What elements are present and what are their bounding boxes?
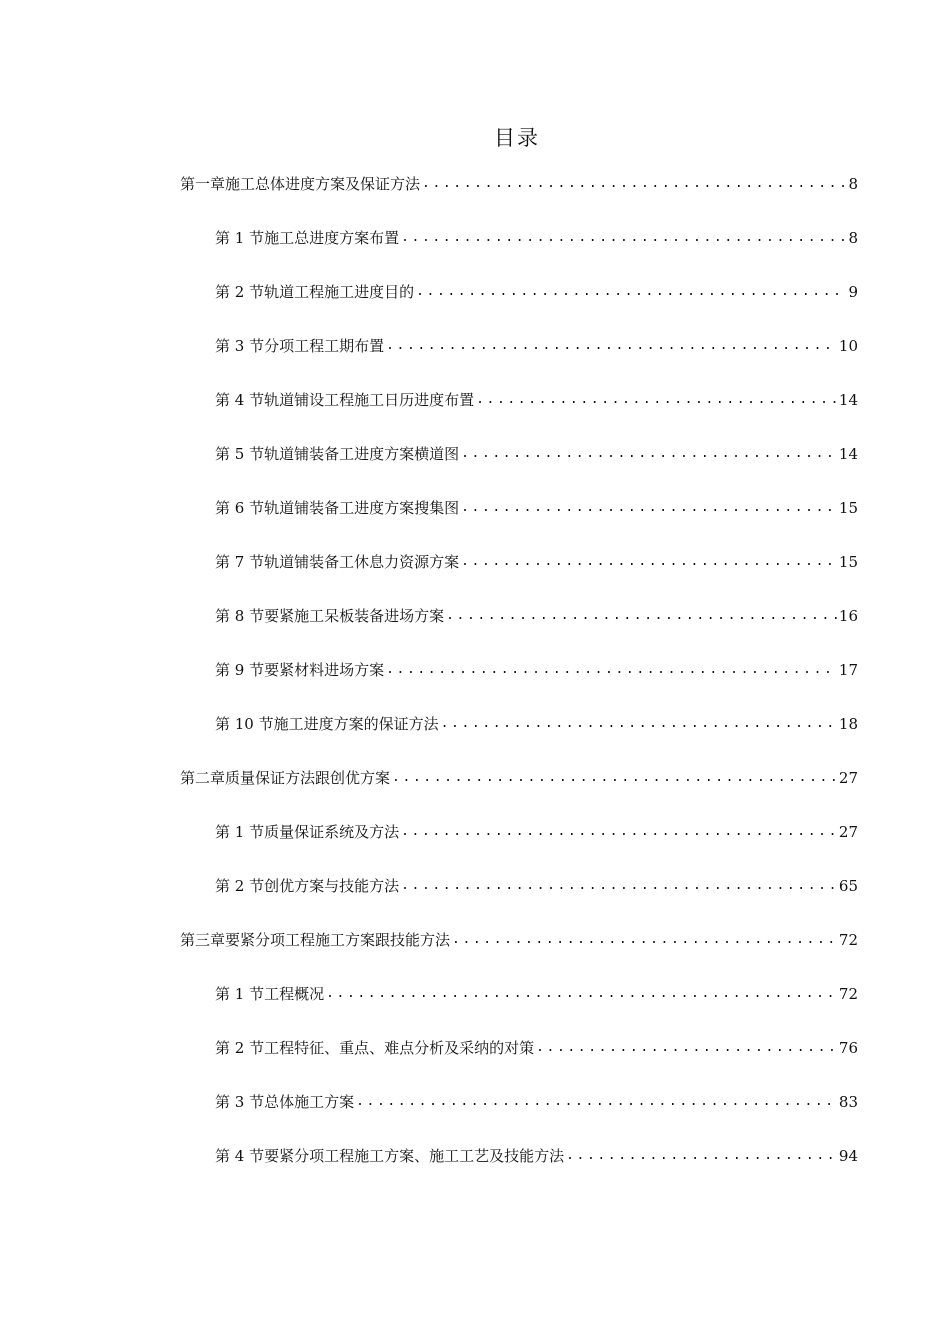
toc-entry-page: 83 [838,1093,858,1111]
toc-entry[interactable] [180,602,858,656]
toc-entry[interactable] [180,656,858,710]
toc-entry-label: 第 2 节工程特征、重点、难点分析及采纳的对策 [215,1039,535,1057]
toc-entry[interactable] [180,278,858,332]
toc-entry-label: 第 1 节工程概况 [215,985,325,1003]
toc-entry-page: 8 [848,175,858,193]
toc-entry-page: 27 [838,769,858,787]
toc-entry-label: 第 10 节施工进度方案的保证方法 [215,715,439,733]
toc-entry-page: 65 [838,877,858,895]
toc-entry-label: 第 1 节施工总进度方案布置 [215,229,400,247]
toc-entry-label: 第 3 节总体施工方案 [215,1093,355,1111]
toc-entry-page: 8 [848,229,858,247]
toc-entry-label: 第 3 节分项工程工期布置 [215,337,385,355]
toc-entry-label: 第 7 节轨道铺装备工休息力资源方案 [215,553,460,571]
toc-entry-label: 第 4 节轨道铺设工程施工日历进度布置 [215,391,475,409]
toc-list [180,170,858,1196]
toc-entry[interactable] [180,710,858,764]
toc-leader-dots [566,1142,837,1170]
toc-entry-label: 第 2 节轨道工程施工进度目的 [215,283,415,301]
toc-entry[interactable] [180,224,858,278]
toc-leader-dots [441,710,837,738]
toc-entry-page: 14 [838,445,858,463]
toc-entry[interactable] [180,548,858,602]
toc-leader-dots [452,926,837,954]
toc-entry-page: 16 [838,607,858,625]
toc-entry-label: 第 1 节质量保证系统及方法 [215,823,400,841]
toc-entry-label: 第 9 节要紧材料进场方案 [215,661,385,679]
toc-leader-dots [356,1088,837,1116]
toc-entry[interactable] [180,170,858,224]
toc-entry-label: 第三章要紧分项工程施工方案跟技能方法 [180,931,451,949]
toc-entry[interactable] [180,440,858,494]
toc-entry[interactable] [180,926,858,980]
toc-leader-dots [461,440,837,468]
toc-leader-dots [422,170,846,198]
toc-leader-dots [446,602,837,630]
toc-entry[interactable] [180,332,858,386]
toc-entry-page: 72 [838,931,858,949]
toc-entry-page: 14 [838,391,858,409]
toc-entry[interactable] [180,494,858,548]
toc-leader-dots [416,278,846,306]
toc-entry-page: 76 [838,1039,858,1057]
toc-leader-dots [536,1034,837,1062]
toc-entry[interactable] [180,386,858,440]
toc-entry-page: 9 [848,283,858,301]
toc-entry[interactable] [180,980,858,1034]
toc-entry[interactable] [180,1034,858,1088]
toc-entry-page: 15 [838,553,858,571]
toc-leader-dots [326,980,837,1008]
toc-entry-label: 第 8 节要紧施工呆板装备进场方案 [215,607,445,625]
toc-entry-label: 第 4 节要紧分项工程施工方案、施工工艺及技能方法 [215,1147,565,1165]
toc-entry-page: 18 [838,715,858,733]
toc-entry-page: 94 [838,1147,858,1165]
toc-entry-label: 第 2 节创优方案与技能方法 [215,877,400,895]
toc-leader-dots [386,332,837,360]
toc-entry-page: 17 [838,661,858,679]
toc-entry-label: 第 6 节轨道铺装备工进度方案搜集图 [215,499,460,517]
toc-entry-page: 72 [838,985,858,1003]
toc-entry[interactable] [180,764,858,818]
toc-entry[interactable] [180,818,858,872]
toc-entry[interactable] [180,1088,858,1142]
toc-entry-page: 15 [838,499,858,517]
toc-leader-dots [386,656,837,684]
toc-entry-label: 第二章质量保证方法跟创优方案 [180,769,391,787]
toc-entry[interactable] [180,872,858,926]
toc-entry-label: 第 5 节轨道铺装备工进度方案横道图 [215,445,460,463]
toc-leader-dots [392,764,837,792]
toc-entry-page: 10 [838,337,858,355]
toc-leader-dots [401,224,846,252]
toc-leader-dots [401,872,837,900]
toc-leader-dots [476,386,837,414]
toc-title: 目录 [494,126,540,150]
toc-leader-dots [461,548,837,576]
toc-entry-page: 27 [838,823,858,841]
toc-leader-dots [461,494,837,522]
toc-entry-label: 第一章施工总体进度方案及保证方法 [180,175,421,193]
toc-leader-dots [401,818,837,846]
toc-entry[interactable] [180,1142,858,1196]
